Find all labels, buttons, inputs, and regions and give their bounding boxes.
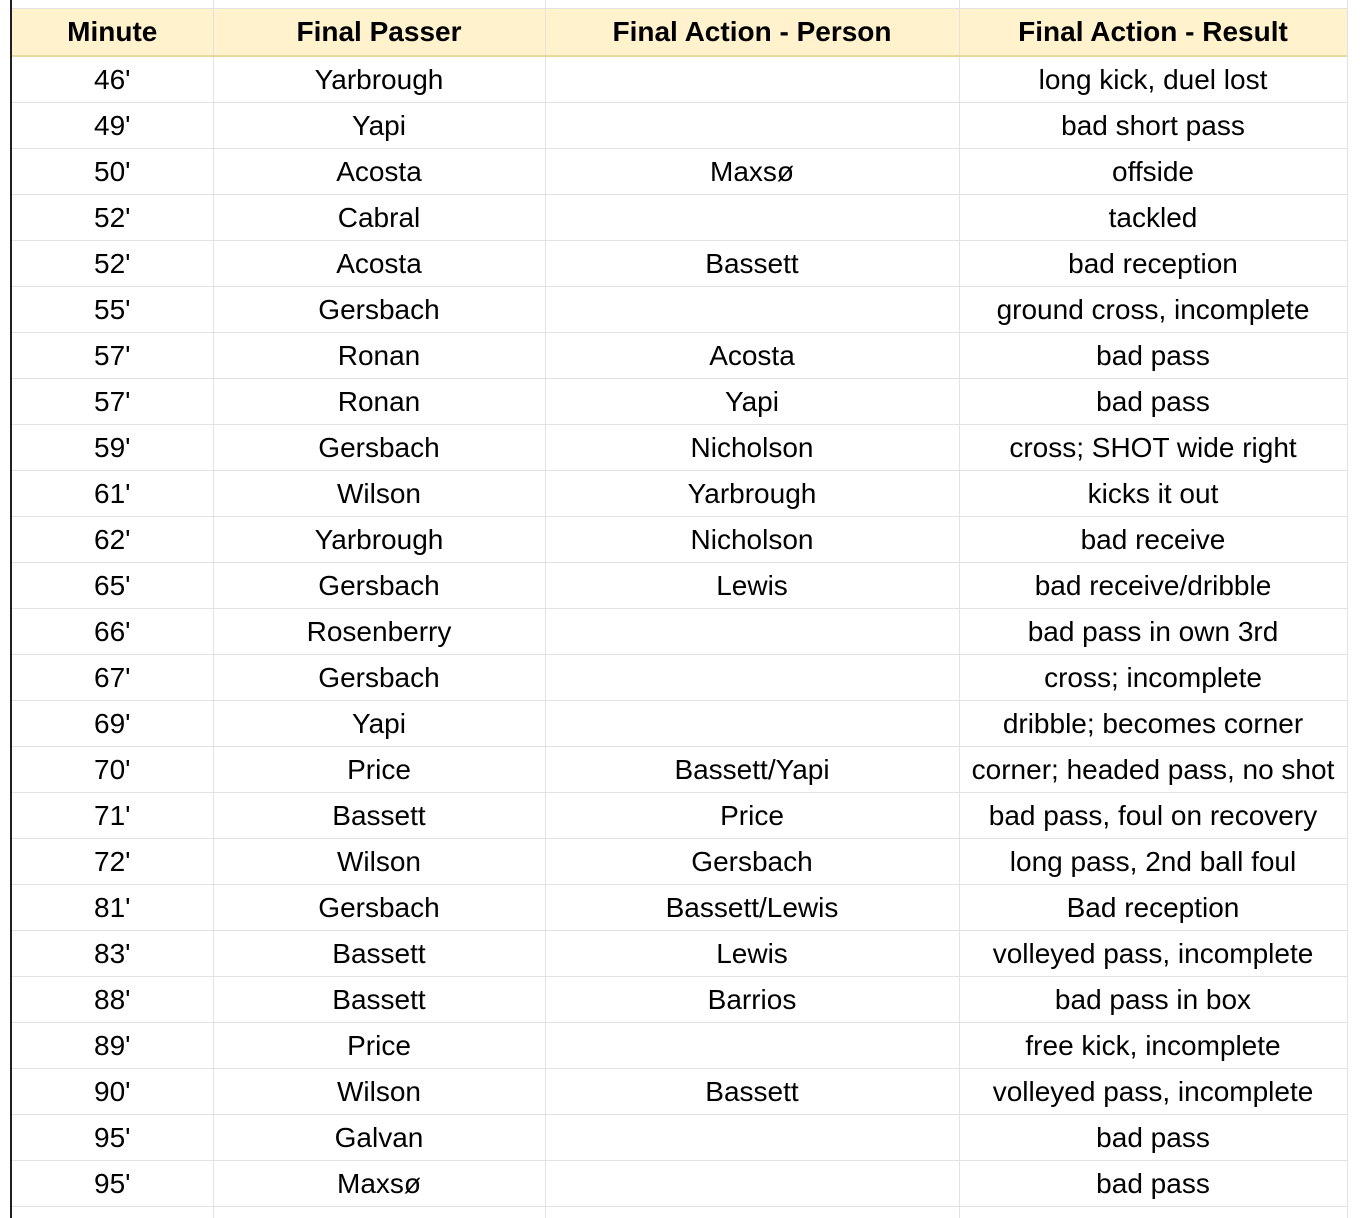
table-row: [12, 885, 1347, 931]
cell-final-passer[interactable]: Gersbach: [213, 885, 545, 931]
cell-minute[interactable]: 72': [12, 839, 213, 885]
cell-final-passer[interactable]: Ronan: [213, 379, 545, 425]
column-divider: [213, 0, 214, 8]
table-row: [12, 1069, 1347, 1115]
cell-final-action-result[interactable]: bad pass: [959, 333, 1347, 379]
cell-final-passer[interactable]: Acosta: [213, 241, 545, 287]
cell-final-action-result[interactable]: cross; SHOT wide right: [959, 425, 1347, 471]
cell-final-action-result[interactable]: long pass, 2nd ball foul: [959, 839, 1347, 885]
cell-final-action-result[interactable]: bad pass: [959, 379, 1347, 425]
cell-minute[interactable]: 61': [12, 471, 213, 517]
cell-final-passer[interactable]: Gersbach: [213, 655, 545, 701]
cell-final-passer[interactable]: Yarbrough: [213, 517, 545, 563]
table-row: [12, 563, 1347, 609]
table-row: [12, 425, 1347, 471]
cell-final-action-person[interactable]: [545, 609, 959, 655]
cell-final-action-person[interactable]: [545, 701, 959, 747]
cell-minute[interactable]: 59': [12, 425, 213, 471]
cell-final-action-person[interactable]: Barrios: [545, 977, 959, 1023]
cell-final-action-result[interactable]: volleyed pass, incomplete: [959, 1069, 1347, 1115]
cell-final-passer[interactable]: Price: [213, 747, 545, 793]
cell-final-action-person[interactable]: Price: [545, 793, 959, 839]
header-final-action-result[interactable]: Final Action - Result: [959, 9, 1347, 57]
cell-final-passer[interactable]: [213, 1207, 545, 1218]
table-row: [12, 471, 1347, 517]
cell-final-action-person[interactable]: [545, 1161, 959, 1207]
cell-minute[interactable]: 90': [12, 1069, 213, 1115]
cell-minute[interactable]: 95': [12, 1161, 213, 1207]
cell-minute[interactable]: 95': [12, 1115, 213, 1161]
table-row: [12, 1115, 1347, 1161]
cell-final-action-person[interactable]: Lewis: [545, 931, 959, 977]
cell-final-action-result[interactable]: bad short pass: [959, 103, 1347, 149]
cell-final-passer[interactable]: Ronan: [213, 333, 545, 379]
cell-minute[interactable]: 69': [12, 701, 213, 747]
cell-final-passer[interactable]: Rosenberry: [213, 609, 545, 655]
cell-final-passer[interactable]: Cabral: [213, 195, 545, 241]
cell-final-action-result[interactable]: offside: [959, 149, 1347, 195]
cell-final-action-result[interactable]: tackled: [959, 195, 1347, 241]
cell-minute[interactable]: 89': [12, 1023, 213, 1069]
header-final-action-person[interactable]: Final Action - Person: [545, 9, 959, 57]
cell-final-passer[interactable]: Yapi: [213, 103, 545, 149]
cell-final-action-person[interactable]: Maxsø: [545, 149, 959, 195]
cell-final-passer[interactable]: Acosta: [213, 149, 545, 195]
cell-final-action-result[interactable]: bad receive/dribble: [959, 563, 1347, 609]
table-row: [12, 977, 1347, 1023]
column-divider: [959, 0, 960, 8]
cell-final-action-result[interactable]: [959, 1207, 1347, 1218]
cell-minute[interactable]: 88': [12, 977, 213, 1023]
cell-final-action-result[interactable]: bad reception: [959, 241, 1347, 287]
cell-final-passer[interactable]: Maxsø: [213, 1161, 545, 1207]
cell-minute[interactable]: 83': [12, 931, 213, 977]
cell-final-action-result[interactable]: dribble; becomes corner: [959, 701, 1347, 747]
cell-minute[interactable]: 57': [12, 333, 213, 379]
cell-final-action-person[interactable]: [545, 103, 959, 149]
table-row: [12, 149, 1347, 195]
cell-final-passer[interactable]: Gersbach: [213, 425, 545, 471]
table-row: [12, 333, 1347, 379]
column-divider: [545, 0, 546, 8]
header-final-passer[interactable]: Final Passer: [213, 9, 545, 57]
cell-minute[interactable]: 70': [12, 747, 213, 793]
cell-final-action-result[interactable]: ground cross, incomplete: [959, 287, 1347, 333]
table-row: [12, 195, 1347, 241]
cell-final-passer[interactable]: Yapi: [213, 701, 545, 747]
table-row: [12, 379, 1347, 425]
cell-final-passer[interactable]: Bassett: [213, 977, 545, 1023]
cell-final-action-person[interactable]: [545, 1023, 959, 1069]
cell-minute[interactable]: 81': [12, 885, 213, 931]
cell-minute[interactable]: 67': [12, 655, 213, 701]
cell-final-passer[interactable]: Price: [213, 1023, 545, 1069]
cell-final-passer[interactable]: Gersbach: [213, 563, 545, 609]
cell-final-passer[interactable]: Yarbrough: [213, 56, 545, 103]
cell-final-action-person[interactable]: [545, 1115, 959, 1161]
table-row: [12, 241, 1347, 287]
cell-final-action-result[interactable]: cross; incomplete: [959, 655, 1347, 701]
cell-final-passer[interactable]: Wilson: [213, 471, 545, 517]
cell-final-action-result[interactable]: long kick, duel lost: [959, 56, 1347, 103]
table-row: [12, 701, 1347, 747]
cell-final-action-result[interactable]: bad pass: [959, 1115, 1347, 1161]
cell-final-action-person[interactable]: Bassett: [545, 241, 959, 287]
data-table: [12, 8, 1348, 1218]
cell-final-action-person[interactable]: [545, 287, 959, 333]
cell-minute[interactable]: 65': [12, 563, 213, 609]
cell-final-action-result[interactable]: Bad reception: [959, 885, 1347, 931]
cell-final-action-person[interactable]: [545, 655, 959, 701]
cell-minute[interactable]: [12, 1207, 213, 1218]
header-minute[interactable]: Minute: [12, 9, 213, 57]
cell-final-action-person[interactable]: [545, 1207, 959, 1218]
cell-final-action-person[interactable]: Gersbach: [545, 839, 959, 885]
cell-minute[interactable]: 52': [12, 195, 213, 241]
cell-final-action-person[interactable]: Yapi: [545, 379, 959, 425]
cell-final-action-result[interactable]: kicks it out: [959, 471, 1347, 517]
table-row: [12, 287, 1347, 333]
table-row: [12, 1207, 1347, 1218]
table-body: [12, 56, 1347, 1218]
cell-final-action-result[interactable]: bad pass in box: [959, 977, 1347, 1023]
cell-final-action-result[interactable]: bad receive: [959, 517, 1347, 563]
table-row: [12, 655, 1347, 701]
cell-final-action-result[interactable]: bad pass in own 3rd: [959, 609, 1347, 655]
cell-minute[interactable]: 62': [12, 517, 213, 563]
cell-final-action-person[interactable]: Nicholson: [545, 517, 959, 563]
cell-final-action-person[interactable]: Lewis: [545, 563, 959, 609]
cell-final-action-result[interactable]: bad pass, foul on recovery: [959, 793, 1347, 839]
cell-minute[interactable]: 66': [12, 609, 213, 655]
table-row: [12, 931, 1347, 977]
table-row: [12, 839, 1347, 885]
cell-minute[interactable]: 52': [12, 241, 213, 287]
table-row: [12, 609, 1347, 655]
cell-final-action-person[interactable]: Nicholson: [545, 425, 959, 471]
next-column-edge[interactable]: [1347, 0, 1360, 1218]
cell-final-passer[interactable]: Gersbach: [213, 287, 545, 333]
cell-final-passer[interactable]: Bassett: [213, 793, 545, 839]
header-row: [12, 9, 1347, 57]
table-row: [12, 1023, 1347, 1069]
cell-final-action-person[interactable]: Acosta: [545, 333, 959, 379]
cell-final-passer[interactable]: Wilson: [213, 839, 545, 885]
cell-final-passer[interactable]: Galvan: [213, 1115, 545, 1161]
table-row: [12, 103, 1347, 149]
cell-minute[interactable]: 55': [12, 287, 213, 333]
left-gutter: [0, 0, 12, 1218]
cell-final-action-person[interactable]: Bassett: [545, 1069, 959, 1115]
table-row: [12, 56, 1347, 103]
cell-minute[interactable]: 46': [12, 56, 213, 103]
cell-final-passer[interactable]: Bassett: [213, 931, 545, 977]
cell-final-action-person[interactable]: [545, 56, 959, 103]
cell-final-action-result[interactable]: free kick, incomplete: [959, 1023, 1347, 1069]
cell-minute[interactable]: 71': [12, 793, 213, 839]
cell-final-action-result[interactable]: volleyed pass, incomplete: [959, 931, 1347, 977]
cell-minute[interactable]: 49': [12, 103, 213, 149]
cell-final-action-person[interactable]: [545, 195, 959, 241]
cell-final-action-result[interactable]: corner; headed pass, no shot: [959, 747, 1347, 793]
cell-final-action-result[interactable]: bad pass: [959, 1161, 1347, 1207]
table-row: [12, 747, 1347, 793]
table-row: [12, 793, 1347, 839]
cell-minute[interactable]: 50': [12, 149, 213, 195]
cell-final-action-person[interactable]: Bassett/Yapi: [545, 747, 959, 793]
cell-minute[interactable]: 57': [12, 379, 213, 425]
cell-final-action-person[interactable]: Bassett/Lewis: [545, 885, 959, 931]
table-row: [12, 517, 1347, 563]
cell-final-action-person[interactable]: Yarbrough: [545, 471, 959, 517]
table-row: [12, 1161, 1347, 1207]
cell-final-passer[interactable]: Wilson: [213, 1069, 545, 1115]
